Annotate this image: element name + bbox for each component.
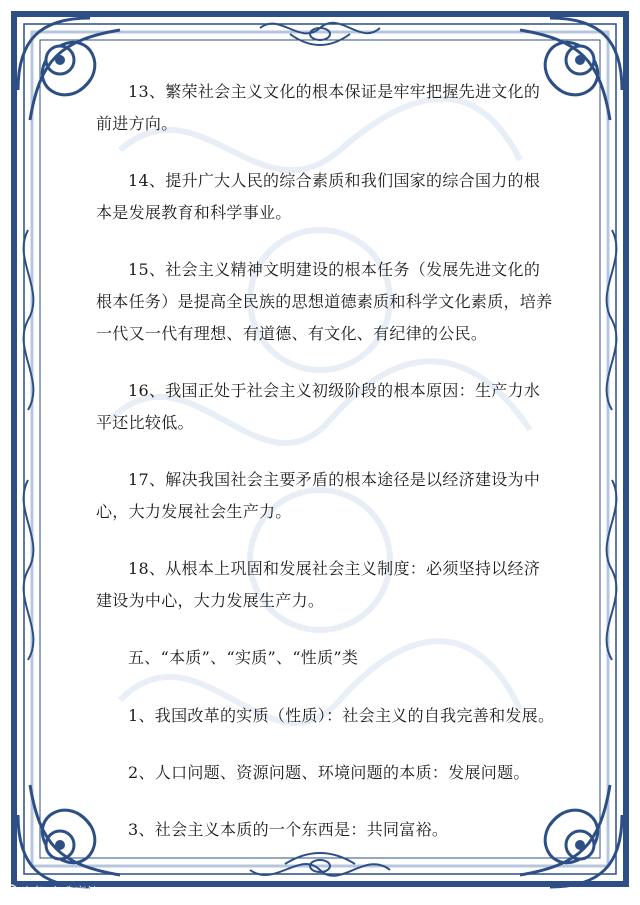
list-item-1: 1、我国改革的实质（性质）：社会主义的自我完善和发展。 [128, 706, 555, 725]
document-body [96, 76, 556, 871]
watermark-logo-icon [4, 884, 18, 898]
paragraph-15: 15、社会主义精神文明建设的根本任务（发展先进文化的根本任务）是提高全民族的思想道德素质和科学文化素质，培养一代又一代有理想、有道德、有文化、有纪律的公民。 [96, 260, 553, 343]
paragraph-16: 16、我国正处于社会主义初级阶段的根本原因：生产力水平还比较低。 [96, 381, 541, 432]
paragraph-14: 14、提升广大人民的综合素质和我们国家的综合国力的根本是发展教育和科学事业。 [96, 171, 541, 222]
list-item-3: 3、社会主义本质的一个东西是：共同富裕。 [128, 820, 449, 839]
watermark-text: 头条 大政商编 [20, 885, 100, 899]
list-item-2: 2、人口问题、资源问题、环境问题的本质：发展问题。 [128, 763, 530, 782]
section-heading: 五、“本质”、“实质”、“性质”类 [128, 648, 359, 667]
paragraph-18: 18、从根本上巩固和发展社会主义制度：必须坚持以经济建设为中心，大力发展生产力。 [96, 559, 541, 610]
paragraph-17: 17、解决我国社会主要矛盾的根本途径是以经济建设为中心，大力发展社会生产力。 [96, 470, 541, 521]
paragraph-13: 13、繁荣社会主义文化的根本保证是牢牢把握先进文化的前进方向。 [96, 82, 541, 133]
